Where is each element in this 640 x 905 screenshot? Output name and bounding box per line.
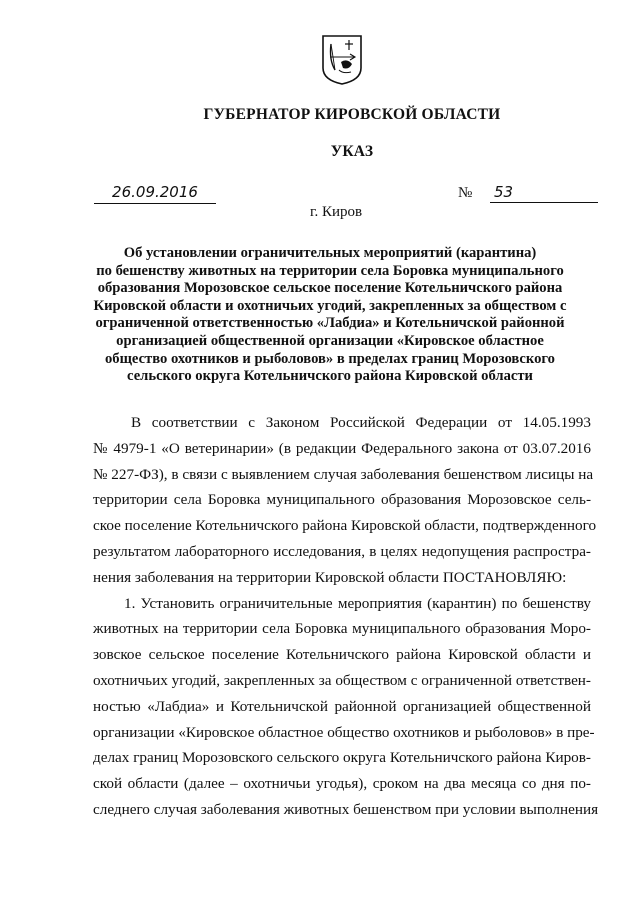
document-date: 26.09.2016 xyxy=(94,183,216,204)
title-line: сельского округа Котельничского района Кировской области xyxy=(127,368,533,385)
body-line: организации «Кировское областное общество охотников и рыболовов» в пре- xyxy=(93,723,595,741)
body-line: животных на территории села Боровка муниципального образования Моро- xyxy=(93,620,591,638)
body-line: № 4979-1 «О ветеринарии» (в редакции Федерального закона от 03.07.2016 xyxy=(93,439,591,457)
title-line: общество охотников и рыболовов» в пределах границ Морозовского xyxy=(105,350,555,367)
title-line: по бешенству животных на территории села Боровка муниципального xyxy=(96,262,564,279)
body-line: результатом лабораторного исследования, в целях недопущения распростра- xyxy=(93,542,591,560)
coat-of-arms-emblem xyxy=(321,34,363,86)
title-line: ограниченной ответственностью «Лабдиа» и Котельничской районной xyxy=(95,315,565,332)
body-line: охотничьих угодий, закрепленных за обществом с ограниченной ответствен- xyxy=(93,671,591,689)
city: г. Киров xyxy=(310,204,363,220)
title-line: организацией общественной организации «Кировское областное xyxy=(116,332,544,349)
document-body xyxy=(93,410,599,823)
document-number: 53 xyxy=(490,183,598,203)
paragraph-item-1 xyxy=(93,591,599,823)
number-label: № xyxy=(458,185,473,201)
body-line: делах границ Морозовского сельского округа Котельничского района Киров- xyxy=(93,749,591,767)
body-line: № 227-ФЗ), в связи с выявлением случая заболевания бешенством лисицы на xyxy=(93,465,594,483)
body-line: территории села Боровка муниципального образования Морозовское сель- xyxy=(93,491,591,509)
document-title xyxy=(60,245,600,386)
body-line: следнего случая заболевания животных бешенством при условии выполнения xyxy=(93,800,599,818)
body-line: зовское сельское поселение Котельничского района Кировской области и xyxy=(93,646,591,664)
paragraph-preamble xyxy=(93,410,597,591)
issuing-authority: ГУБЕРНАТОР КИРОВСКОЙ ОБЛАСТИ xyxy=(203,106,501,123)
body-line: нения заболевания на территории Кировской области ПОСТАНОВЛЯЮ: xyxy=(93,568,567,586)
body-line: ской области (далее – охотничьи угодья), сроком на два месяца со дня по- xyxy=(93,775,591,793)
title-line: Об установлении ограничительных мероприятий (карантина) xyxy=(123,245,537,261)
title-line: образования Морозовское сельское поселение Котельничского района xyxy=(97,280,563,297)
body-line: В соответствии с Законом Российской Федерации от 14.05.1993 xyxy=(131,414,591,431)
body-line: ностью «Лабдиа» и Котельничской районной организацией общественной xyxy=(93,697,591,715)
title-line: Кировской области и охотничьих угодий, закрепленных за обществом с xyxy=(93,297,567,314)
document-type: УКАЗ xyxy=(330,143,374,160)
body-line: 1. Установить ограничительные мероприятия (карантин) по бешенству xyxy=(124,594,591,612)
body-line: ское поселение Котельничского района Кировской области, подтвержденного xyxy=(93,517,597,535)
